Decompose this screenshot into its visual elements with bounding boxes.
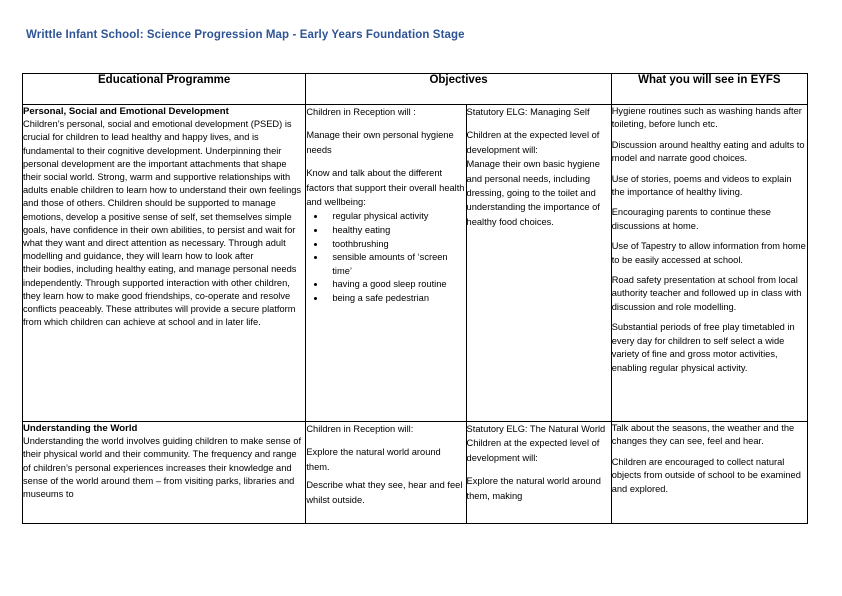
eyfs-item: Hygiene routines such as washing hands after toileting, before lunch etc. <box>611 106 802 130</box>
objectives-bullet-list <box>306 210 465 305</box>
cell-objectives-elg-psed <box>466 105 611 422</box>
eyfs-item: Discussion around healthy eating and adults to model and narrate good choices. <box>611 139 805 164</box>
programme-heading: Personal, Social and Emotional Development <box>23 106 229 117</box>
objectives-intro: Children in Reception will : <box>306 107 416 117</box>
eyfs-item: Use of Tapestry to allow information from home to be easily accessed at school. <box>611 241 806 265</box>
cell-objectives-reception-psed <box>306 105 466 422</box>
list-item: • being a safe pedestrian <box>326 292 465 306</box>
eyfs-item: Children are encouraged to collect natural objects from outside of school to be examined and explored. <box>611 456 801 494</box>
eyfs-item: Substantial periods of free play timetabled in every day for children to self select a wide variety of fine and gross motor activities, enabling regular physical activity. <box>611 322 795 373</box>
table-row <box>23 105 808 422</box>
list-item: • sensible amounts of ‘screen time’ <box>326 251 465 278</box>
elg-paragraph-1: Children at the expected level of development will: <box>466 438 600 463</box>
eyfs-item: Encouraging parents to continue these discussions at home. <box>611 207 771 231</box>
cell-educational-programme-utw <box>23 422 306 524</box>
cell-educational-programme-psed <box>23 105 306 422</box>
spacer <box>306 119 465 128</box>
eyfs-item: Talk about the seasons, the weather and the changes they can see, feel and hear. <box>611 423 795 447</box>
elg-paragraph-1: Children at the expected level of development will: <box>466 130 600 155</box>
programme-paragraph-1: Children’s personal, social and emotional development (PSED) is crucial for children to lead healthy and happy lives, and is fundamental to their cognitive development. Underpinning their personal development are the important attachments that shape their social world. Strong, warm and supportive relationships with adults enable children to learn how to understand their own feelings and those of others. Children should be supported to manage emotions, develop a positive sense of self, set themselves simple goals, have confidence in their own abilities, to persist and wait for what they want and direct attention as necessary. Through adult modelling and guidance, they will learn how to look after <box>23 119 302 262</box>
spacer <box>306 436 465 445</box>
programme-heading: Understanding the World <box>23 423 138 434</box>
programme-paragraph-2: their bodies, including healthy eating, and manage personal needs independently. Through supported interaction with other children, they learn how to make good friendships, co-operate and resolve conflicts peaceably. These attributes will provide a secure platform from which children can achieve at school and in later life. <box>23 264 297 328</box>
programme-paragraph-1: Understanding the world involves guiding children to make sense of their physical world and their community. The frequency and range of children’s personal experiences increases their knowledge and sense of the world around them – from visiting parks, libraries and museums to <box>23 436 302 500</box>
spacer <box>306 157 465 166</box>
list-item: • toothbrushing <box>326 238 465 252</box>
objectives-paragraph-1: Explore the natural world around them. <box>306 447 441 472</box>
column-header-objectives: Objectives <box>306 74 611 105</box>
spacer <box>467 119 611 128</box>
elg-heading: Statutory ELG: Managing Self <box>466 107 590 117</box>
eyfs-item: Use of stories, poems and videos to explain the importance of healthy living. <box>611 173 792 198</box>
list-item: • having a good sleep routine <box>326 278 465 292</box>
column-header-educational-programme: Educational Programme <box>23 74 306 105</box>
table-header <box>23 74 808 105</box>
objectives-intro: Children in Reception will: <box>306 424 414 434</box>
objectives-paragraph-2: Describe what they see, hear and feel whilst outside. <box>306 480 463 505</box>
table-row <box>23 422 808 524</box>
cell-objectives-elg-utw <box>466 422 611 524</box>
page-title: Writtle Infant School: Science Progression Map - Early Years Foundation Stage <box>26 29 465 41</box>
cell-eyfs-psed <box>611 105 807 422</box>
cell-objectives-reception-utw <box>306 422 466 524</box>
list-item: • regular physical activity <box>326 210 465 224</box>
table-header-row <box>23 74 808 105</box>
list-item: • healthy eating <box>326 224 465 238</box>
objectives-paragraph-1: Manage their own personal hygiene needs <box>306 130 454 155</box>
eyfs-item: Road safety presentation at school from local authority teacher and followed up in class with discussion and role modelling. <box>611 275 802 312</box>
elg-paragraph-2: Manage their own basic hygiene and personal needs, including dressing, going to the toilet and understanding the importance of healthy food choices. <box>466 159 600 227</box>
table-body <box>23 105 808 524</box>
cell-eyfs-utw <box>611 422 807 524</box>
column-header-eyfs: What you will see in EYFS <box>611 74 807 105</box>
elg-heading: Statutory ELG: The Natural World <box>466 424 606 434</box>
science-progression-table <box>22 73 808 524</box>
spacer <box>467 465 611 474</box>
elg-paragraph-2: Explore the natural world around them, making <box>466 476 601 501</box>
objectives-paragraph-2: Know and talk about the different factors that support their overall health and wellbeing: <box>306 168 465 208</box>
